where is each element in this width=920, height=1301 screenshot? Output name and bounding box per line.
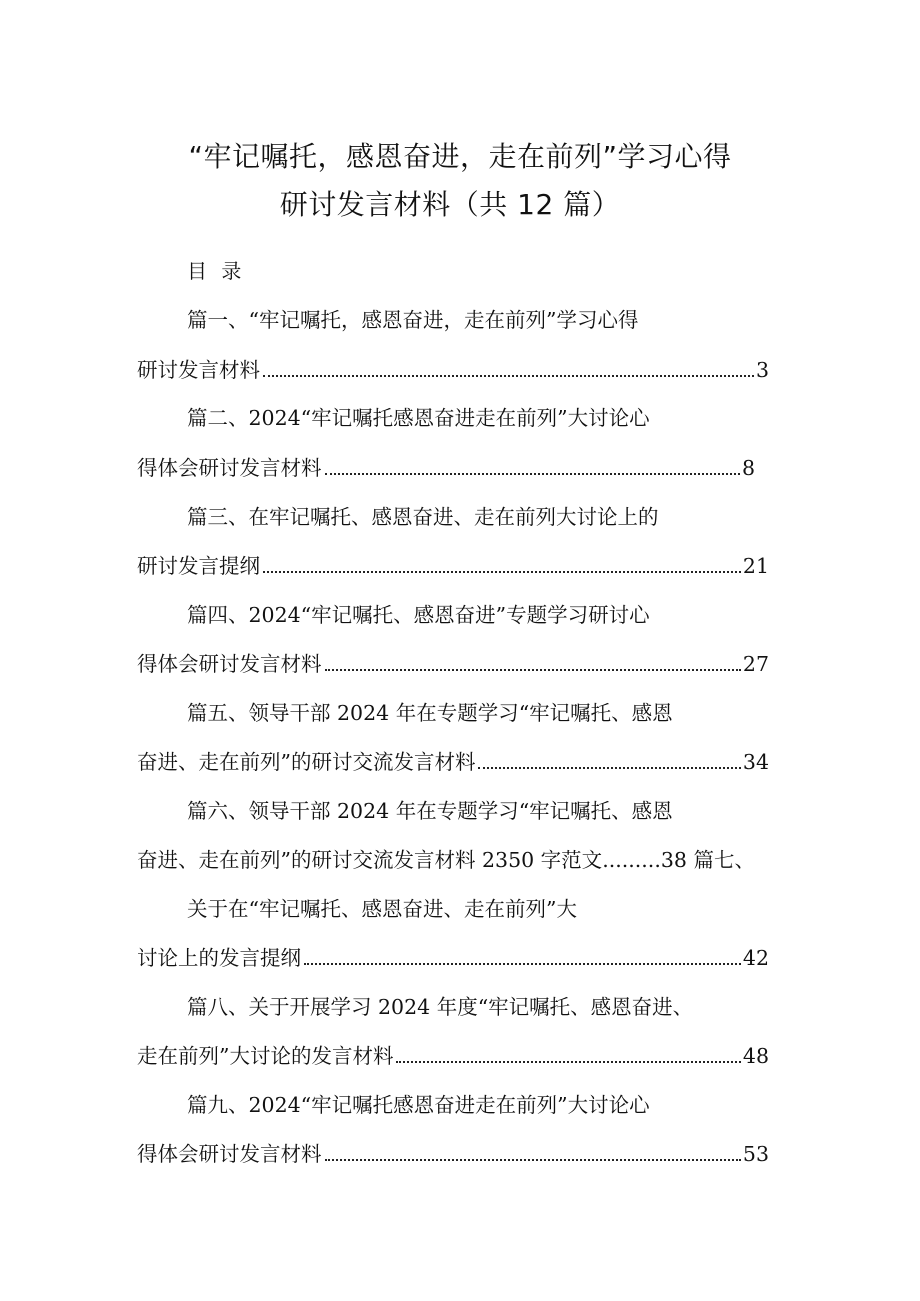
- toc-entry-8-text: 走在前列”大讨论的发言材料: [137, 1044, 394, 1068]
- document-title-line-2: 研讨发言材料（共 12 篇）: [279, 188, 621, 221]
- toc-entry-4-title[interactable]: 篇四、2024“牢记嘱托、感恩奋进”专题学习研讨心: [187, 603, 650, 627]
- toc-entry-5-page: 34: [742, 750, 769, 774]
- toc-entry-2-page: 8: [741, 456, 755, 480]
- toc-entry-8-continuation[interactable]: [137, 1039, 769, 1069]
- toc-leader-dots: [478, 766, 740, 769]
- toc-leader-dots: [263, 570, 741, 573]
- toc-entry-1-continuation[interactable]: [137, 353, 769, 383]
- toc-entry-6-text: 奋进、走在前列”的研讨交流发言材料 2350 字范文: [137, 848, 603, 872]
- toc-entry-2-continuation[interactable]: [137, 451, 755, 481]
- toc-leader-dots: [325, 472, 740, 475]
- toc-entry-9-text: 得体会研讨发言材料: [137, 1142, 322, 1166]
- toc-leader-dots: [304, 962, 741, 965]
- toc-entry-9-continuation[interactable]: [137, 1137, 769, 1167]
- toc-entry-2-title[interactable]: 篇二、2024“牢记嘱托感恩奋进走在前列”大讨论心: [187, 406, 650, 430]
- toc-entry-1-title[interactable]: 篇一、“牢记嘱托，感恩奋进，走在前列”学习心得: [187, 308, 639, 332]
- toc-entry-4-continuation[interactable]: [137, 647, 769, 677]
- toc-entry-6-tail: 38 篇七、: [660, 848, 755, 872]
- toc-entry-5-title[interactable]: 篇五、领导干部 2024 年在专题学习“牢记嘱托、感恩: [187, 701, 673, 725]
- toc-entry-7-text: 讨论上的发言提纲: [137, 946, 301, 970]
- toc-entry-4-page: 27: [742, 652, 769, 676]
- toc-entry-5-continuation[interactable]: [137, 745, 769, 775]
- toc-leader-dots: [263, 374, 754, 377]
- toc-entry-5-text: 奋进、走在前列”的研讨交流发言材料: [137, 750, 476, 774]
- toc-entry-3-page: 21: [742, 554, 769, 578]
- toc-entry-2-text: 得体会研讨发言材料: [137, 456, 322, 480]
- toc-entry-4-text: 得体会研讨发言材料: [137, 652, 322, 676]
- toc-entry-1-text: 研讨发言材料: [137, 358, 260, 382]
- toc-entry-7-continuation[interactable]: [137, 941, 769, 971]
- toc-leader-dots: [325, 668, 741, 671]
- toc-entry-6-continuation[interactable]: [137, 843, 755, 873]
- toc-entry-7-title[interactable]: 关于在“牢记嘱托、感恩奋进、走在前列”大: [187, 897, 577, 921]
- toc-entry-8-page: 48: [742, 1044, 769, 1068]
- toc-entry-3-continuation[interactable]: [137, 549, 769, 579]
- toc-leader-dots: [396, 1060, 740, 1063]
- toc-leader-dots: .........: [602, 848, 661, 872]
- toc-entry-3-title[interactable]: 篇三、在牢记嘱托、感恩奋进、走在前列大讨论上的: [187, 505, 659, 529]
- toc-entry-3-text: 研讨发言提纲: [137, 554, 260, 578]
- toc-heading: 目 录: [187, 259, 246, 283]
- toc-entry-7-page: 42: [742, 946, 769, 970]
- document-title-line-1: “牢记嘱托，感恩奋进，走在前列”学习心得: [188, 140, 732, 173]
- toc-entry-8-title[interactable]: 篇八、关于开展学习 2024 年度“牢记嘱托、感恩奋进、: [187, 995, 694, 1019]
- toc-entry-1-page: 3: [755, 358, 769, 382]
- toc-entry-6-title[interactable]: 篇六、领导干部 2024 年在专题学习“牢记嘱托、感恩: [187, 799, 673, 823]
- toc-entry-9-page: 53: [742, 1142, 769, 1166]
- toc-leader-dots: [325, 1158, 741, 1161]
- toc-entry-9-title[interactable]: 篇九、2024“牢记嘱托感恩奋进走在前列”大讨论心: [187, 1093, 650, 1117]
